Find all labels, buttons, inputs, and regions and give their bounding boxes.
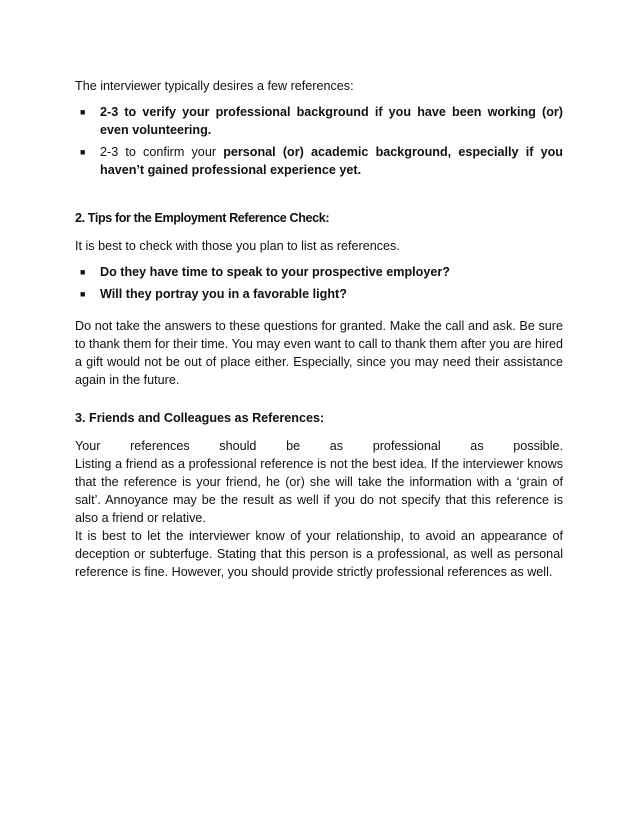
section-2-bullet-list [75,263,563,303]
section-2-paragraph: Do not take the answers to these questions for granted. Make the call and ask. Be sure to thank them for their time. You may even want to call to thank them after you are hired a gift would not be out of place either. Especially, since you may need their assistance again in the future. [75,319,563,387]
section-3-first-line: Your references should be as professional as possible. [75,439,563,453]
section-2-intro: It is best to check with those you plan to list as references. [75,239,400,253]
bullet-icon: ■ [80,147,86,157]
intro-text: The interviewer typically desires a few references: [75,79,354,93]
bullet-icon: ■ [80,107,86,117]
document-page [75,77,563,581]
list-item: ■ Will they portray you in a favorable light? [80,287,347,301]
bullet-bold-text: personal (or) academic background, especially if you haven’t gained professional experience yet. [100,145,563,177]
bullet-bold-text: 2-3 to verify your professional background if you have been working (or) even volunteering. [100,105,563,137]
section-3-paragraph-2: It is best to let the interviewer know of your relationship, to avoid an appearance of deception or subterfuge. Stating that this person is a professional, as well as personal reference is fine. However, you should provide strictly professional references as well. [75,529,563,579]
section-2-heading: 2. Tips for the Employment Reference Check: [75,211,330,225]
references-bullet-list [75,103,563,179]
bullet-plain-text: 2-3 to confirm your [100,145,224,159]
bullet-icon: ■ [80,267,86,277]
list-item [75,143,563,179]
bullet-icon: ■ [80,289,86,299]
list-item: ■ Do they have time to speak to your prospective employer? [80,265,450,279]
section-3-paragraph-1: Listing a friend as a professional reference is not the best idea. If the interviewer knows that the reference is your friend, he (or) she will take the information with a ‘grain of salt’. Annoyance may be the result as well if you do not specify that this reference is also a friend or relative. [75,457,563,525]
list-item [75,103,563,139]
section-3-heading: 3. Friends and Colleagues as References: [75,411,325,425]
